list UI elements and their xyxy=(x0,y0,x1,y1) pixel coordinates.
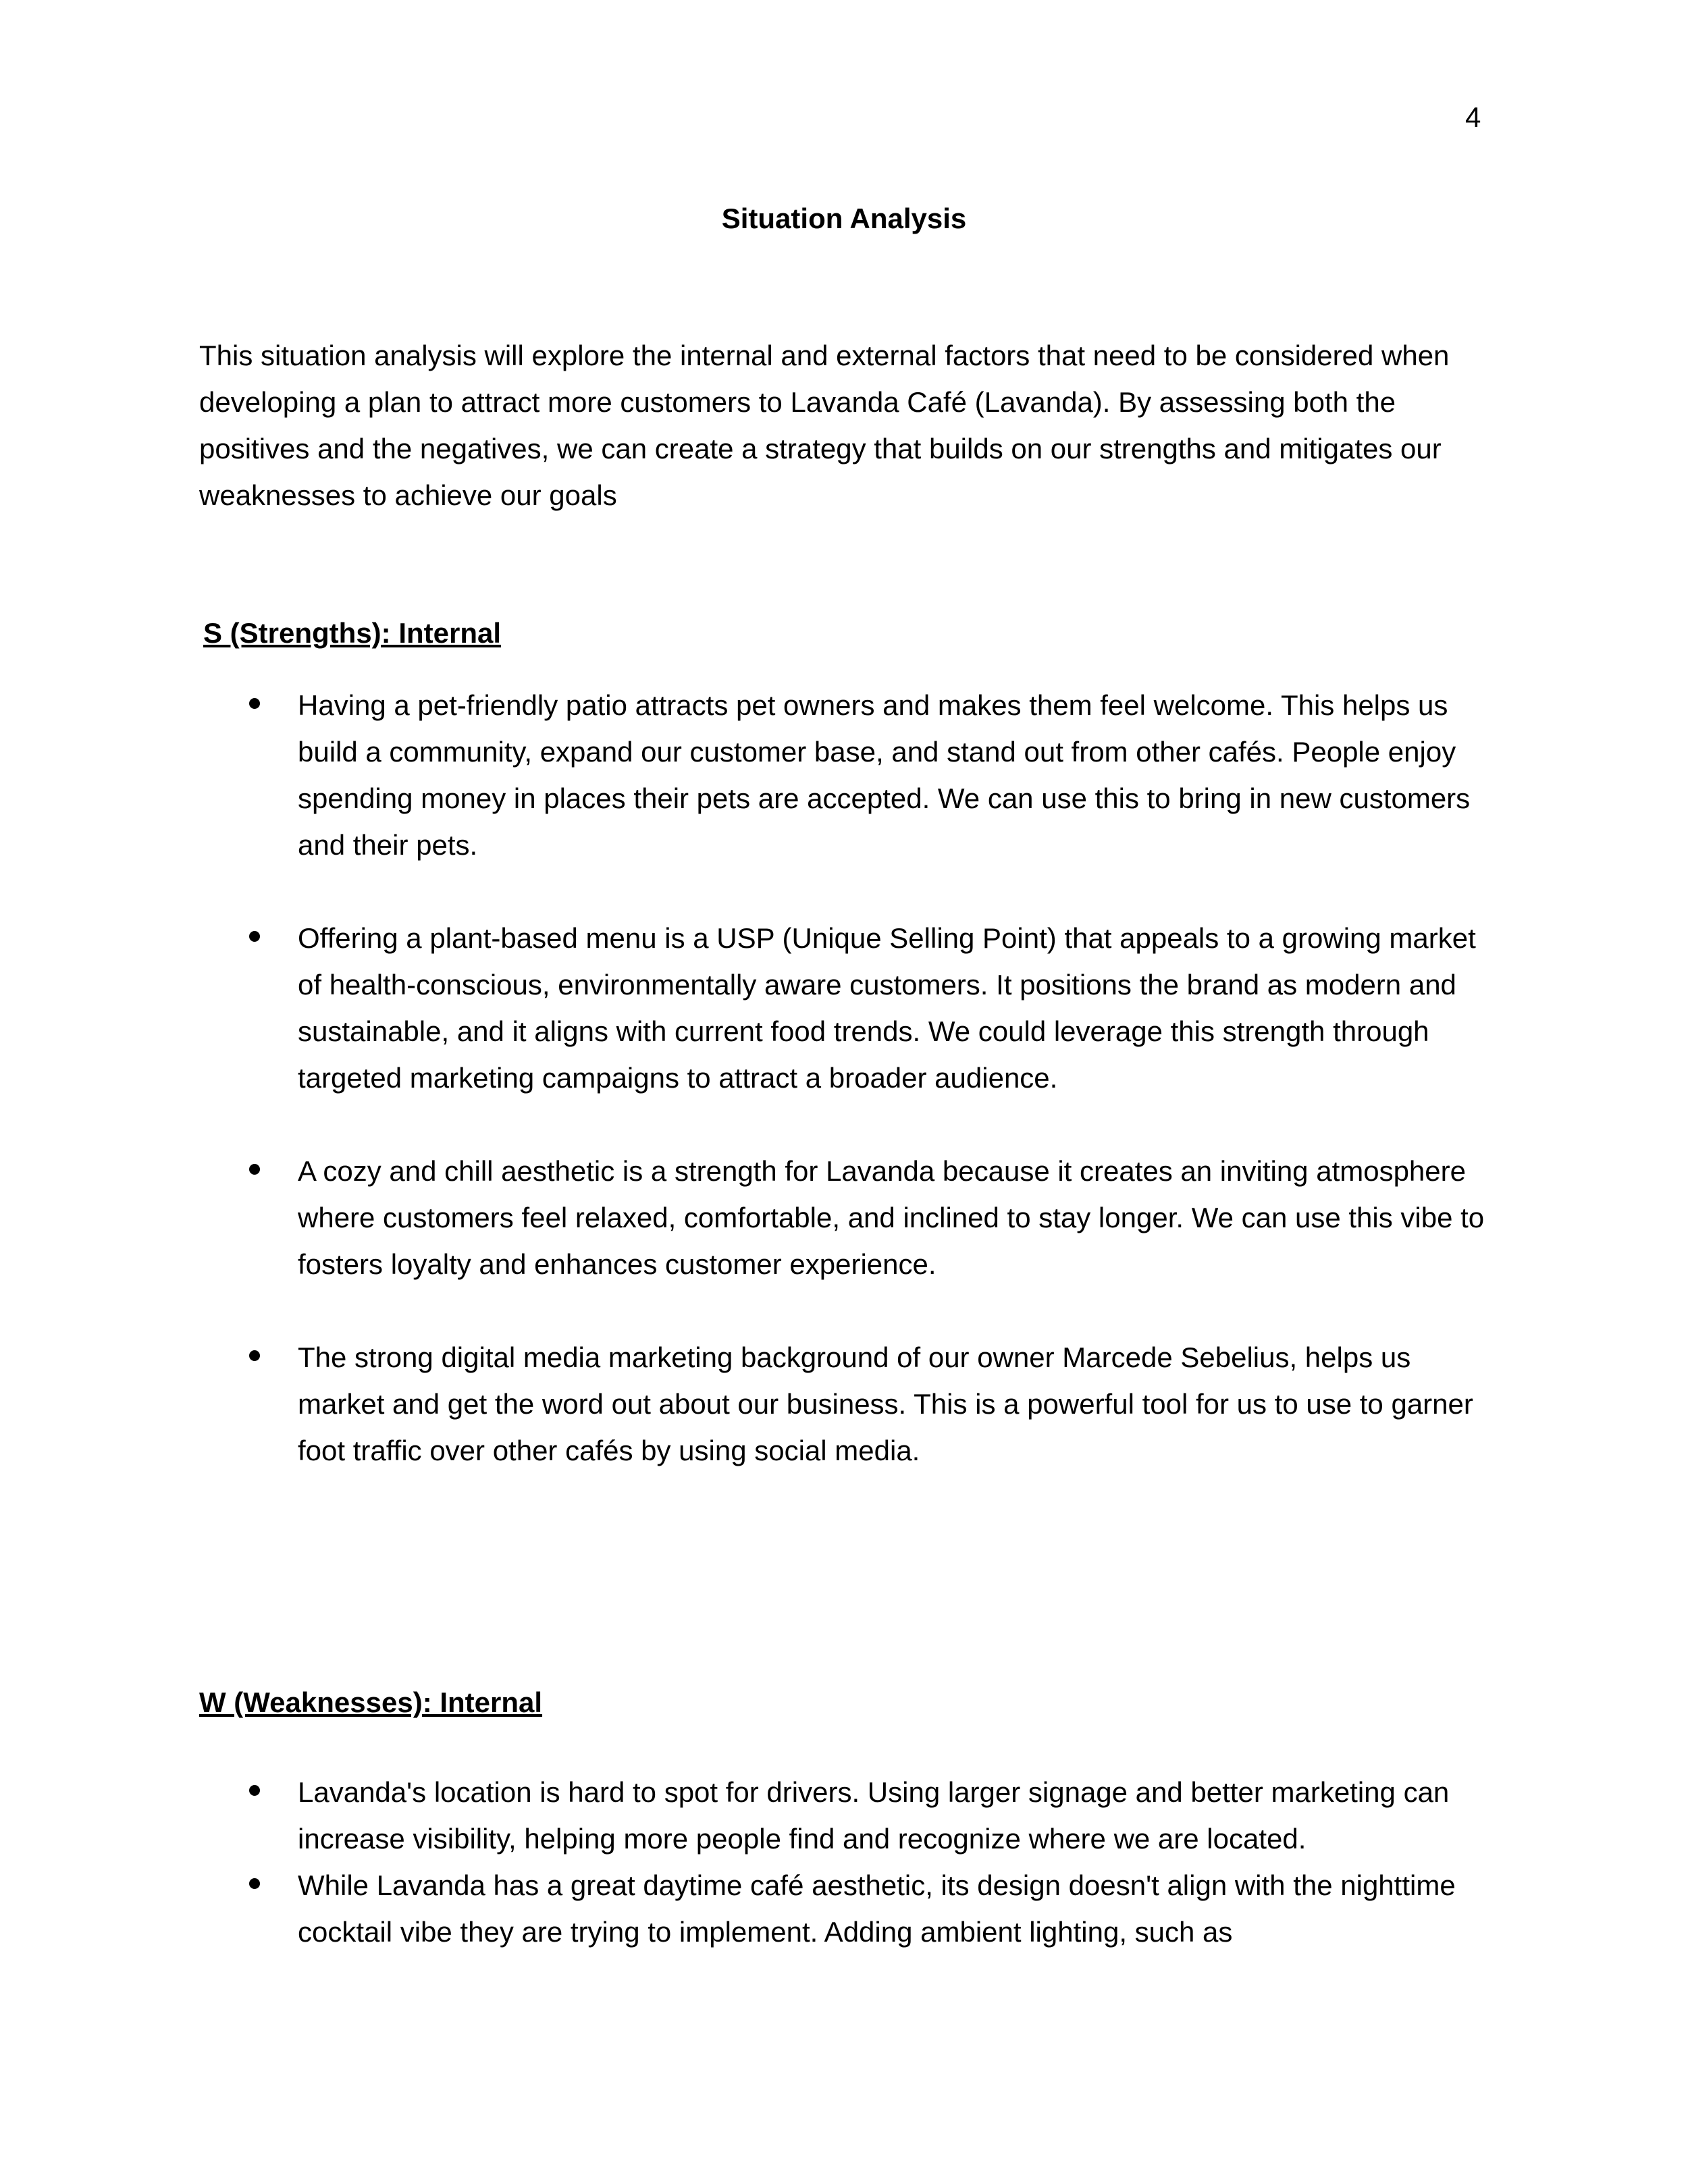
bullet-text: Having a pet-friendly patio attracts pet owners and makes them feel welcome. This helps us build a community, expand our customer base, and stand out from other cafés. People enjoy spending money in places their pets are accepted. We can use this to bring in new customers and their pets. xyxy=(298,689,1471,861)
bullet-text: The strong digital media marketing background of our owner Marcede Sebelius, helps us market and get the word out about our business. This is a powerful tool for us to use to garner foot traffic over other cafés by using social media. xyxy=(298,1341,1473,1466)
list-item xyxy=(199,1769,1502,1862)
list-item xyxy=(199,682,1502,868)
bullet-text: A cozy and chill aesthetic is a strength for Lavanda because it creates an inviting atmosphere where customers feel relaxed, comfortable, and inclined to stay longer. We can use this vibe to fosters loyalty and enhances customer experience. xyxy=(298,1155,1485,1280)
weaknesses-heading: W (Weaknesses): Internal xyxy=(199,1686,543,1718)
list-item xyxy=(199,1148,1502,1287)
list-item xyxy=(199,1334,1502,1474)
strengths-heading: S (Strengths): Internal xyxy=(203,617,502,649)
page-number: 4 xyxy=(1465,101,1481,133)
intro-paragraph: This situation analysis will explore the internal and external factors that need to be considered when developing a plan to attract more customers to Lavanda Café (Lavanda). By assessing both the positives and the negatives, we can create a strategy that builds on our strengths and mitigates our weaknesses to achieve our goals xyxy=(199,340,1450,511)
strengths-list xyxy=(199,682,1502,1520)
list-item xyxy=(199,1862,1502,1955)
bullet-text: Lavanda's location is hard to spot for drivers. Using larger signage and better marketing can increase visibility, helping more people find and recognize where we are located. xyxy=(298,1776,1450,1855)
weaknesses-list xyxy=(199,1769,1502,1955)
bullet-icon xyxy=(249,1350,260,1361)
bullet-icon xyxy=(249,1164,260,1175)
bullet-icon xyxy=(249,931,260,942)
list-item xyxy=(199,915,1502,1101)
bullet-text: Offering a plant-based menu is a USP (Unique Selling Point) that appeals to a growing market of health-conscious, environmentally aware customers. It positions the brand as modern and sustainable, and it aligns with current food trends. We could leverage this strength through targeted marketing campaigns to attract a broader audience. xyxy=(298,922,1476,1094)
bullet-icon xyxy=(249,1785,260,1796)
bullet-icon xyxy=(249,698,260,709)
bullet-text: While Lavanda has a great daytime café aesthetic, its design doesn't align with the nighttime cocktail vibe they are trying to implement. Adding ambient lighting, such as xyxy=(298,1869,1456,1948)
page-title: Situation Analysis xyxy=(721,203,967,234)
bullet-icon xyxy=(249,1878,260,1889)
